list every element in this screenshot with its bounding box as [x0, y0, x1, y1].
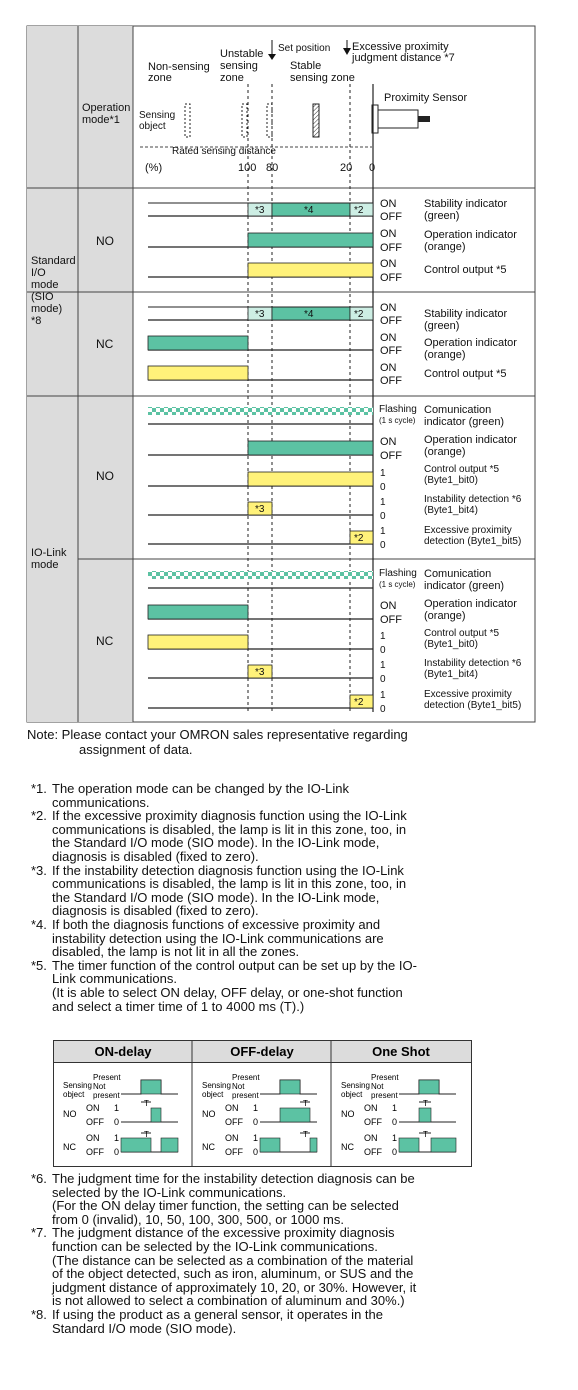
zone-mark: *4: [304, 309, 314, 320]
standard-mode-label: I/O: [31, 267, 46, 279]
zone-label: sensing: [220, 60, 258, 72]
nc-output-bar: [260, 1138, 280, 1152]
on-label: ON: [380, 436, 397, 448]
zone-mark: *4: [304, 205, 314, 216]
sensor-cable: [418, 116, 430, 122]
off-label: OFF: [364, 1117, 382, 1127]
on-label: ON: [86, 1103, 100, 1113]
signal-label: detection (Byte1_bit5): [424, 536, 522, 547]
object-position: [313, 104, 319, 137]
scale-label: 20: [340, 162, 353, 174]
on-label: ON: [380, 198, 397, 210]
zone-label: Non-sensing: [148, 61, 210, 73]
present-label: Present: [93, 1073, 121, 1082]
sensing-label: Sensing: [202, 1081, 231, 1090]
signal-label: Operation indicator: [424, 337, 517, 349]
zero-label: 0: [380, 645, 386, 656]
present-label: present: [371, 1091, 398, 1100]
zone-mark: *2: [354, 309, 364, 320]
object-wave-fill: [280, 1080, 300, 1094]
one-label: 1: [380, 631, 386, 642]
one-label: 1: [253, 1103, 259, 1113]
flashing-label: Flashing: [379, 568, 417, 579]
signal-label: (Byte1_bit4): [424, 669, 478, 680]
object-label: object: [63, 1090, 85, 1099]
off-label: OFF: [380, 242, 402, 254]
control-output-bar: [148, 635, 248, 649]
footnote-line: diagnosis is disabled (fixed to zero).: [52, 903, 259, 919]
off-label: OFF: [86, 1117, 104, 1127]
one-label: 1: [392, 1133, 398, 1143]
signal-label: Control output *5: [424, 628, 500, 639]
signal-label: Stability indicator: [424, 308, 508, 320]
off-label: OFF: [380, 614, 402, 626]
footnote-mark: *7.: [31, 1225, 47, 1241]
signal-label: Stability indicator: [424, 198, 508, 210]
operation-indicator-bar: [248, 233, 373, 247]
present-label: present: [93, 1091, 120, 1100]
footnote: [31, 1172, 541, 1226]
signal-label: Control output *5: [424, 368, 507, 380]
no-label: NO: [96, 469, 114, 483]
zone-mark: *2: [354, 205, 364, 216]
off-label: OFF: [364, 1147, 382, 1157]
one-label: 1: [380, 497, 386, 508]
zero-label: 0: [114, 1147, 120, 1157]
note: [27, 727, 547, 757]
footnote-line: and select a timer time of 1 to 4000 ms (T).): [52, 998, 305, 1014]
zone-label: zone: [220, 72, 244, 84]
zone-mark: *3: [255, 504, 265, 515]
signal-label: (orange): [424, 241, 466, 253]
footnote: [31, 809, 541, 863]
footnote: [31, 782, 541, 809]
footnotes-b: [31, 1172, 541, 1335]
sensing-label: Sensing: [63, 1081, 92, 1090]
on-label: ON: [380, 228, 397, 240]
no-output-bar: [151, 1108, 161, 1122]
signal-label: Instability detection *6: [424, 494, 522, 505]
footnote: [31, 1226, 541, 1308]
zero-label: 0: [380, 704, 386, 715]
on-label: ON: [86, 1133, 100, 1143]
signal-label: Control output *5: [424, 264, 507, 276]
communication-flash-bar: [148, 571, 373, 579]
table-header: OFF-delay: [230, 1044, 294, 1059]
signal-label: Instability detection *6: [424, 658, 522, 669]
on-label: ON: [364, 1103, 378, 1113]
footnote-line: If both the diagnosis functions of excessive proximity and: [52, 916, 381, 932]
present-label: Present: [371, 1073, 399, 1082]
zero-label: 0: [253, 1147, 259, 1157]
nc-output-bar: [431, 1138, 456, 1152]
operation-indicator-bar: [248, 441, 373, 455]
footnote-line: communications.: [52, 794, 150, 810]
signal-label: detection (Byte1_bit5): [424, 700, 522, 711]
standard-mode-label: (SIO: [31, 291, 54, 303]
no-output-bar: [419, 1108, 431, 1122]
no-output-bar: [280, 1108, 310, 1122]
zero-label: 0: [380, 482, 386, 493]
object-wave-fill: [419, 1080, 439, 1094]
nc-output-bar: [310, 1138, 317, 1152]
object-label: object: [202, 1090, 224, 1099]
footnote-line: the Standard I/O mode (SIO mode). In the IO-Link mode,: [52, 889, 380, 905]
footnote-mark: *8.: [31, 1306, 47, 1322]
operation-indicator-bar: [148, 605, 248, 619]
standard-mode-label: mode): [31, 303, 63, 315]
operation-mode-label: Operation: [82, 102, 131, 114]
footnote-line: (The distance can be selected as a combination of the material: [52, 1252, 414, 1268]
zone-mark: *3: [255, 667, 265, 678]
footnotes-a: [31, 782, 541, 1013]
footnote-line: If using the product as a general sensor, it operates in the: [52, 1306, 383, 1322]
footnote: [31, 1308, 541, 1335]
control-output-bar: [248, 263, 373, 277]
nc-label: NC: [202, 1142, 215, 1152]
signal-label: indicator (green): [424, 580, 505, 592]
operation-mode-label: mode*1: [82, 114, 120, 126]
standard-mode-label: mode: [31, 279, 59, 291]
table-header: ON-delay: [94, 1044, 152, 1059]
signal-label: Excessive proximity: [424, 525, 512, 536]
scale-label: 100: [238, 162, 257, 174]
signal-label: (orange): [424, 349, 466, 361]
object-wave-fill: [141, 1080, 161, 1094]
signal-label: Control output *5: [424, 464, 500, 475]
nc-label: NC: [341, 1142, 354, 1152]
cycle-label: (1 s cycle): [379, 416, 416, 425]
footnote: [31, 864, 541, 918]
cycle-label: (1 s cycle): [379, 580, 416, 589]
present-label: Present: [232, 1073, 260, 1082]
zone-mark: *2: [354, 533, 364, 544]
iolink-mode-label: mode: [31, 559, 59, 571]
sensor-body: [378, 110, 418, 128]
scale-label: 80: [266, 162, 279, 174]
sensing-object-label: Sensing: [139, 110, 176, 121]
signal-label: (Byte1_bit0): [424, 475, 478, 486]
signal-label: (orange): [424, 610, 466, 622]
footnote-line: The timer function of the control output can be set up by the IO-: [52, 957, 417, 973]
sensing-object-label: object: [139, 121, 166, 132]
nc-output-bar: [161, 1138, 178, 1152]
footnote-line: The judgment distance of the excessive proximity diagnosis: [52, 1225, 395, 1241]
signal-label: indicator (green): [424, 416, 505, 428]
zero-label: 0: [253, 1117, 259, 1127]
footnote-line: If the excessive proximity diagnosis function using the IO-Link: [52, 808, 407, 824]
zone-mark: *3: [255, 309, 265, 320]
zero-label: 0: [114, 1117, 120, 1127]
footnote-line: of the object detected, such as iron, aluminum, or SUS and the: [52, 1266, 414, 1282]
signal-label: Comunication: [424, 404, 492, 416]
footnote-mark: *5.: [31, 957, 47, 973]
footnote-line: judgment distance of approximately 10, 20, or 30%. However, it: [52, 1279, 417, 1295]
footnote-line: The operation mode can be changed by the IO-Link: [52, 781, 350, 796]
nc-output-bar: [399, 1138, 419, 1152]
signal-label: (orange): [424, 446, 466, 458]
zone-mark: *3: [255, 205, 265, 216]
on-label: ON: [380, 302, 397, 314]
on-label: ON: [225, 1103, 239, 1113]
off-label: OFF: [380, 450, 402, 462]
signal-label: Operation indicator: [424, 598, 517, 610]
one-label: 1: [380, 660, 386, 671]
signal-label: (Byte1_bit0): [424, 639, 478, 650]
footnote: [31, 918, 541, 959]
footnote-line: communications is disabled, the lamp is lit in this zone, too, in: [52, 821, 407, 837]
present-label: present: [232, 1091, 259, 1100]
no-label: NO: [96, 234, 114, 248]
off-label: OFF: [225, 1117, 243, 1127]
zone-label: judgment distance *7: [352, 52, 455, 64]
zone-label: Excessive proximity: [352, 41, 449, 53]
on-label: ON: [225, 1133, 239, 1143]
not-label: Not: [232, 1082, 245, 1091]
zero-label: 0: [392, 1117, 398, 1127]
signal-label: Operation indicator: [424, 434, 517, 446]
on-label: ON: [380, 332, 397, 344]
footnote-line: If the instability detection diagnosis function using the IO-Link: [52, 862, 404, 878]
t-label: T: [423, 1130, 428, 1139]
flashing-label: Flashing: [379, 404, 417, 415]
nc-output-bar: [121, 1138, 151, 1152]
rated-distance-label: Rated sensing distance: [172, 146, 276, 157]
off-label: OFF: [380, 345, 402, 357]
t-label: T: [423, 1099, 428, 1108]
object-label: object: [341, 1090, 363, 1099]
footnote-line: is not allowed to select a combination of aluminum and 30%.): [52, 1293, 405, 1309]
control-output-bar: [148, 366, 248, 380]
standard-mode-label: *8: [31, 315, 42, 327]
footnote-line: (For the ON delay timer function, the setting can be selected: [52, 1198, 399, 1214]
scale-label: 0: [369, 162, 376, 174]
proximity-sensor-label: Proximity Sensor: [384, 92, 468, 104]
iolink-mode-label: IO-Link: [31, 547, 67, 559]
off-label: OFF: [380, 315, 402, 327]
footnote-line: function can be selected by the IO-Link communications.: [52, 1238, 378, 1254]
footnote-line: communications is disabled, the lamp is lit in this zone, too, in: [52, 876, 407, 892]
no-label: NO: [63, 1109, 77, 1119]
footnote-mark: *3.: [31, 862, 47, 878]
set-position-label: Set position: [278, 43, 331, 54]
zero-label: 0: [380, 511, 386, 522]
operation-indicator-bar: [148, 336, 248, 350]
zero-label: 0: [380, 674, 386, 685]
zone-label: sensing zone: [290, 72, 355, 84]
on-label: ON: [380, 362, 397, 374]
footnote-line: diagnosis is disabled (fixed to zero).: [52, 848, 259, 864]
t-label: T: [303, 1099, 308, 1108]
one-label: 1: [114, 1103, 120, 1113]
note-line: Note: Please contact your OMRON sales representative regarding: [27, 727, 408, 742]
one-label: 1: [380, 526, 386, 537]
footnote-line: (It is able to select ON delay, OFF delay, or one-shot function: [52, 984, 403, 1000]
note-line: assignment of data.: [79, 742, 193, 757]
off-label: OFF: [380, 375, 402, 387]
footnote-line: disabled, the lamp is not lit in all the zones.: [52, 944, 300, 960]
footnote-line: the Standard I/O mode (SIO mode). In the IO-Link mode,: [52, 835, 380, 851]
control-output-bar: [248, 472, 373, 486]
signal-label: (green): [424, 210, 460, 222]
on-label: ON: [364, 1133, 378, 1143]
percent-label: (%): [145, 162, 163, 174]
one-label: 1: [253, 1133, 259, 1143]
sensing-label: Sensing: [341, 1081, 370, 1090]
not-label: Not: [371, 1082, 384, 1091]
footnote-mark: *4.: [31, 916, 47, 932]
zone-mark: *2: [354, 697, 364, 708]
on-label: ON: [380, 600, 397, 612]
zone-label: zone: [148, 72, 172, 84]
zone-label: Unstable: [220, 48, 264, 60]
off-label: OFF: [225, 1147, 243, 1157]
nc-label: NC: [63, 1142, 76, 1152]
zone-label: Stable: [290, 60, 322, 72]
one-label: 1: [114, 1133, 120, 1143]
off-label: OFF: [380, 211, 402, 223]
footnote-line: from 0 (invalid), 10, 50, 100, 300, 500, or 1000 ms.: [52, 1211, 344, 1227]
on-label: ON: [380, 258, 397, 270]
footnote-mark: *1.: [31, 781, 47, 796]
off-label: OFF: [380, 272, 402, 284]
t-label: T: [303, 1130, 308, 1139]
zero-label: 0: [380, 540, 386, 551]
communication-flash-bar: [148, 407, 373, 415]
footnote-line: Standard I/O mode (SIO mode).: [52, 1320, 237, 1336]
no-label: NO: [202, 1109, 216, 1119]
footnote-mark: *6.: [31, 1171, 47, 1186]
t-label: T: [144, 1099, 149, 1108]
footnote-line: selected by the IO-Link communications.: [52, 1184, 287, 1200]
footnote-line: The judgment time for the instability detection diagnosis can be: [52, 1171, 415, 1186]
nc-label: NC: [96, 634, 114, 648]
footnote-line: Link communications.: [52, 971, 177, 987]
footnote: [31, 959, 541, 1013]
signal-label: (green): [424, 320, 460, 332]
standard-mode-label: Standard: [31, 255, 76, 267]
no-label: NO: [341, 1109, 355, 1119]
timer-function-table: [53, 1040, 473, 1168]
signal-label: (Byte1_bit4): [424, 505, 478, 516]
off-label: OFF: [86, 1147, 104, 1157]
footnote-line: instability detection using the IO-Link communications are: [52, 930, 384, 946]
t-label: T: [144, 1130, 149, 1139]
signal-label: Comunication: [424, 568, 492, 580]
signal-label: Excessive proximity: [424, 689, 512, 700]
zero-label: 0: [392, 1147, 398, 1157]
one-label: 1: [380, 690, 386, 701]
one-label: 1: [392, 1103, 398, 1113]
footnote-mark: *2.: [31, 808, 47, 824]
not-label: Not: [93, 1082, 106, 1091]
signal-label: Operation indicator: [424, 229, 517, 241]
nc-label: NC: [96, 337, 114, 351]
one-label: 1: [380, 468, 386, 479]
table-header: One Shot: [372, 1044, 430, 1059]
